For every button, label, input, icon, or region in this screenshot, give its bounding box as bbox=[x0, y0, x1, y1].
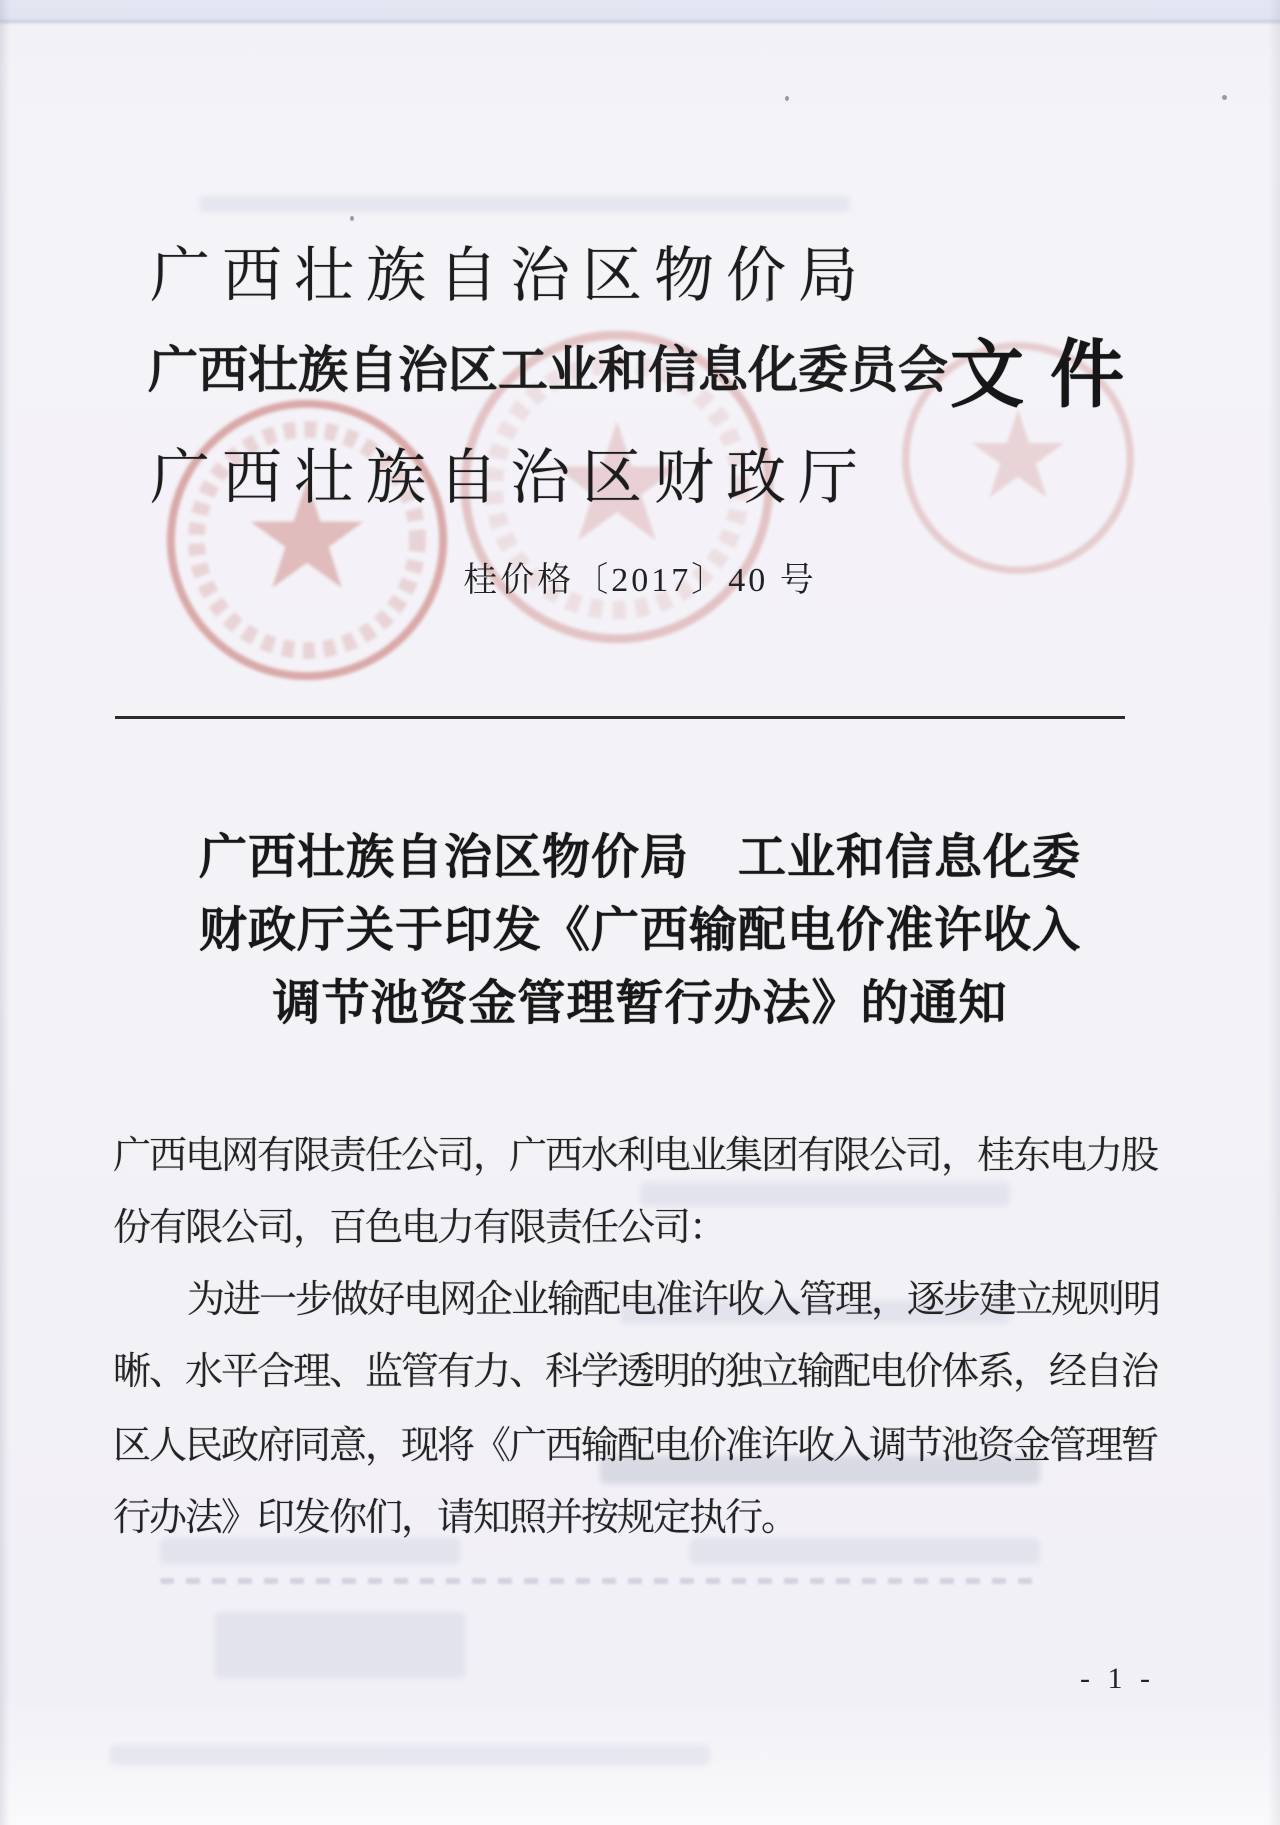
bleed-through-block bbox=[215, 1612, 465, 1678]
notice-title-line-3: 调节池资金管理暂行办法》的通知 bbox=[272, 977, 1008, 1030]
bleed-through-row bbox=[110, 1745, 710, 1765]
agency-name-industry-it-commission: 广西壮族自治区工业和信息化委员会 bbox=[148, 342, 948, 398]
letterhead-divider-rule bbox=[115, 716, 1125, 719]
agency-name-price-bureau: 广西壮族自治区物价局 bbox=[150, 242, 870, 309]
body-paragraph-line-1: 为进一步做好电网企业输配电准许收入管理，逐步建立规则明 bbox=[187, 1279, 1160, 1321]
bleed-through-streak bbox=[160, 1578, 1040, 1584]
recipients-line-2: 份有限公司，百色电力有限责任公司： bbox=[113, 1207, 726, 1249]
dust-speck bbox=[350, 216, 354, 221]
document-number: 桂价格〔2017〕40 号 bbox=[463, 562, 817, 599]
scan-top-band bbox=[0, 20, 1280, 23]
bleed-through-row bbox=[690, 1538, 1040, 1564]
agency-name-finance-department: 广西壮族自治区财政厅 bbox=[150, 444, 870, 511]
bleed-through-row bbox=[200, 196, 850, 212]
notice-title-line-2: 财政厅关于印发《广西输配电价准许收入 bbox=[198, 904, 1081, 957]
document-type-label: 文件 bbox=[950, 333, 1150, 416]
notice-title-line-1: 广西壮族自治区物价局 工业和信息化委 bbox=[198, 831, 1081, 884]
body-paragraph-line-3: 区人民政府同意，现将《广西输配电价准许收入调节池资金管理暂 bbox=[113, 1425, 1158, 1467]
bleed-through-row bbox=[160, 1538, 460, 1564]
recipients-line-1: 广西电网有限责任公司，广西水利电业集团有限公司，桂东电力股 bbox=[113, 1135, 1158, 1177]
page-number: - 1 - bbox=[1080, 1662, 1155, 1695]
body-paragraph-line-2: 晰、水平合理、监管有力、科学透明的独立输配电价体系，经自治 bbox=[113, 1351, 1158, 1393]
dust-speck bbox=[785, 96, 789, 101]
dust-speck bbox=[1222, 95, 1227, 100]
body-paragraph-line-4: 行办法》印发你们，请知照并按规定执行。 bbox=[113, 1497, 798, 1539]
